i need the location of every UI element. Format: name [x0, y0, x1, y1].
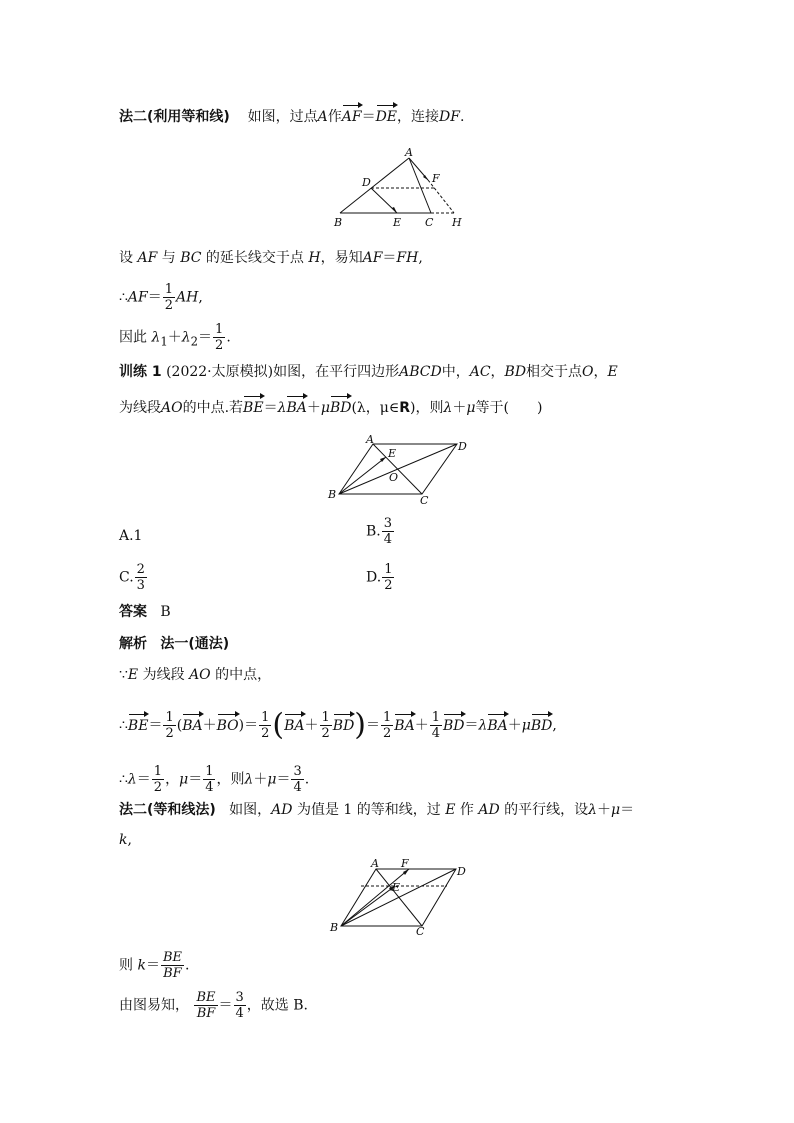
- numerator: 1: [431, 710, 440, 725]
- denominator: 4: [293, 780, 302, 795]
- method2-title: 法二(利用等和线): [119, 109, 230, 125]
- denominator: 2: [215, 338, 224, 353]
- fraction: [430, 710, 442, 741]
- vector-ba: BA: [394, 717, 415, 734]
- numerator: 1: [215, 322, 224, 337]
- text: 为线段: [142, 667, 185, 683]
- real-set: R: [399, 400, 411, 416]
- segment-label: AF: [362, 250, 383, 266]
- text: 则: [230, 771, 245, 788]
- text: 如图，在平行四边形: [273, 364, 400, 380]
- lambda-symbol: λ: [277, 400, 287, 416]
- text: 因此: [119, 329, 147, 346]
- vector-bd: BD: [329, 400, 352, 416]
- text: ＝: [147, 289, 162, 306]
- text: ＝: [136, 771, 151, 788]
- segment-label: FH: [396, 250, 419, 266]
- point-label: E: [127, 667, 139, 683]
- k-symbol: k: [137, 957, 146, 974]
- lambda-symbol: λ: [181, 329, 191, 346]
- text: ，故选 B.: [246, 997, 308, 1014]
- text: ＋: [253, 771, 268, 788]
- option-a[interactable]: [119, 526, 142, 546]
- lambda-symbol: λ: [244, 771, 254, 788]
- label-h: H: [452, 216, 462, 229]
- text: ＝: [276, 771, 291, 788]
- denominator: 2: [383, 726, 392, 741]
- text: ＝: [464, 717, 479, 734]
- subscript: 2: [190, 334, 199, 349]
- vector-bd: BD: [442, 717, 465, 734]
- method2-line: [119, 107, 464, 127]
- therefore-symbol: ∴: [119, 717, 128, 734]
- option-a-text: A.1: [119, 528, 143, 544]
- denominator: 2: [153, 780, 163, 795]
- fraction: [382, 562, 394, 593]
- fraction: [163, 282, 175, 313]
- option-d-label: D.: [366, 569, 382, 586]
- training-line-2: [119, 398, 542, 418]
- label-c: C: [420, 494, 429, 507]
- text: 的平行线，设: [504, 802, 589, 818]
- line-lambda-sum: [119, 322, 231, 353]
- mu-symbol: μ: [611, 802, 621, 818]
- text: 的中点.若: [182, 400, 244, 416]
- figure-triangle: [330, 148, 480, 232]
- label-b: B: [330, 921, 339, 934]
- text: (λ，μ∈: [351, 400, 400, 416]
- text: ＝: [198, 329, 213, 346]
- label-e: E: [393, 216, 402, 229]
- denominator: 2: [321, 726, 330, 741]
- mu-symbol: μ: [466, 400, 476, 416]
- numerator: 1: [153, 764, 163, 779]
- vector-ba: BA: [487, 717, 508, 734]
- text: ＝: [218, 997, 233, 1014]
- text: ＝: [620, 802, 635, 818]
- vector-bd: BD: [530, 717, 553, 734]
- numerator: 1: [205, 764, 214, 779]
- training-source: (2022·太原模拟): [166, 364, 274, 380]
- numerator: 1: [321, 710, 330, 725]
- segment-de: [371, 188, 397, 213]
- lambda-symbol: λ: [588, 802, 598, 818]
- label-c: C: [416, 925, 425, 937]
- point-label: H: [308, 250, 321, 266]
- label-f: F: [401, 857, 409, 870]
- arrow-e: [392, 207, 397, 213]
- text: ,: [418, 250, 423, 266]
- denominator: 4: [431, 726, 440, 741]
- answer-line: [119, 602, 171, 622]
- denominator: 4: [383, 532, 393, 547]
- text: ＝: [366, 717, 381, 734]
- segment-label: BD: [504, 364, 527, 380]
- denominator: 2: [261, 726, 270, 741]
- text: ＋: [306, 400, 321, 416]
- denominator: 2: [165, 726, 174, 741]
- line-af-half-ah: [119, 282, 203, 313]
- text: ＝: [361, 109, 376, 125]
- fraction: [163, 710, 175, 741]
- mu-symbol: μ: [267, 771, 277, 788]
- label-d: D: [458, 440, 467, 453]
- segment-label: AH: [176, 289, 199, 306]
- text: ,: [552, 717, 557, 734]
- segment-label: AO: [161, 400, 183, 416]
- text: ，: [216, 771, 231, 788]
- vector-bo: BO: [216, 717, 239, 734]
- numerator: 3: [235, 990, 244, 1005]
- text: ＝: [263, 400, 278, 416]
- figure-parallelogram-dashed: [325, 855, 475, 937]
- text: .: [459, 109, 465, 125]
- option-c-label: C.: [119, 569, 134, 586]
- subscript: 1: [160, 334, 168, 349]
- vector-de: DE: [375, 109, 398, 125]
- text: 的中点，: [215, 667, 272, 683]
- numerator: 1: [165, 710, 174, 725]
- label-f: F: [432, 172, 440, 185]
- numerator: BE: [162, 950, 182, 965]
- figure-parallelogram: [325, 432, 475, 510]
- text: ＝: [148, 717, 163, 734]
- denominator: 2: [164, 298, 174, 313]
- text: )，则: [410, 400, 444, 416]
- line-set-af: [119, 248, 423, 268]
- therefore-symbol: ∴: [119, 771, 128, 788]
- label-o: O: [389, 471, 399, 484]
- answer-label: 答案: [119, 604, 147, 620]
- text: .: [184, 957, 190, 974]
- segment-label: AD: [271, 802, 293, 818]
- text: ，: [490, 364, 505, 380]
- conclusion-line: [119, 990, 308, 1021]
- vector-be: BE: [243, 400, 264, 416]
- mu-symbol: μ: [320, 400, 330, 416]
- training-line-1: [119, 362, 618, 382]
- lambda-symbol: λ: [151, 329, 161, 346]
- text: 由图易知，: [119, 997, 189, 1014]
- text: .: [304, 771, 310, 788]
- fraction: [135, 562, 147, 593]
- edge-ac: [409, 158, 431, 213]
- numerator: 2: [136, 562, 145, 577]
- fraction: [234, 990, 246, 1021]
- text: ＝: [244, 717, 259, 734]
- method3-title: 法二(等和线法): [119, 802, 216, 818]
- vector-ba: BA: [182, 717, 203, 734]
- fraction: [259, 710, 271, 741]
- label-e: E: [388, 447, 397, 460]
- text: ＋: [597, 802, 612, 818]
- point-label: A: [317, 109, 328, 125]
- text: ,: [127, 832, 132, 848]
- shape-label: ABCD: [399, 364, 442, 380]
- text: ＝: [145, 957, 160, 974]
- segment-be: [341, 886, 395, 926]
- fraction: [213, 322, 225, 353]
- text: 等于( ): [475, 400, 543, 416]
- option-d[interactable]: [366, 562, 395, 593]
- denominator: BF: [196, 1006, 216, 1021]
- label-a: A: [405, 148, 413, 159]
- k-symbol: k: [119, 832, 128, 848]
- analysis-line: [119, 634, 229, 654]
- answer-value: B: [160, 604, 171, 620]
- lambda-mu-line: [119, 764, 309, 795]
- segment-label: AF: [137, 250, 158, 266]
- text: .: [226, 329, 231, 346]
- fraction: [320, 710, 332, 741]
- text: ，: [165, 771, 180, 788]
- text: ＋: [452, 400, 467, 416]
- because-symbol: ∵: [119, 667, 128, 683]
- analysis-label: 解析: [119, 636, 147, 652]
- numerator: 3: [383, 516, 393, 531]
- text: ，连接: [397, 109, 440, 125]
- label-d: D: [457, 865, 466, 878]
- lambda-symbol: λ: [478, 717, 488, 734]
- therefore-symbol: ∴: [119, 289, 128, 306]
- point-label: E: [607, 364, 618, 380]
- text: ＋: [202, 717, 217, 734]
- label-e: E: [392, 881, 401, 894]
- denominator: BF: [163, 966, 182, 981]
- label-a: A: [371, 857, 379, 870]
- label-c: C: [425, 216, 434, 229]
- segment-label: BC: [180, 250, 202, 266]
- training-title: 训练 1: [119, 364, 162, 380]
- text: ,: [198, 289, 203, 306]
- numerator: 3: [293, 764, 302, 779]
- method3-line-2: [119, 830, 132, 850]
- denominator: 4: [205, 780, 214, 795]
- segment-be: [339, 457, 386, 494]
- fraction: [152, 764, 164, 795]
- text: 如图，: [229, 802, 272, 818]
- numerator: 1: [164, 282, 174, 297]
- text: 作: [459, 802, 474, 818]
- option-b[interactable]: [366, 516, 395, 547]
- numerator: 1: [384, 562, 393, 577]
- label-a: A: [366, 433, 374, 446]
- fraction: [194, 990, 217, 1021]
- fraction: [291, 764, 303, 795]
- fraction: [381, 710, 393, 741]
- text: 设: [119, 250, 133, 266]
- segment-label: AF: [127, 289, 148, 306]
- text: ＝: [382, 250, 397, 266]
- edge-ab: [340, 158, 409, 213]
- text: ＋: [507, 717, 522, 734]
- lambda-symbol: λ: [127, 771, 137, 788]
- segment-label: AO: [189, 667, 211, 683]
- numerator: BE: [196, 990, 216, 1005]
- fraction: [161, 950, 184, 981]
- segment-label: AD: [478, 802, 500, 818]
- text: 的延长线交于点: [205, 250, 304, 266]
- label-b: B: [328, 488, 337, 501]
- then-k-line: [119, 950, 189, 981]
- because-line: [119, 665, 271, 685]
- fraction: [203, 764, 215, 795]
- denominator: 4: [235, 1006, 244, 1021]
- label-d: D: [362, 176, 371, 189]
- denominator: 2: [384, 578, 393, 593]
- vector-ba: BA: [284, 717, 305, 734]
- text: ，易知: [320, 250, 363, 266]
- text: 相交于点: [526, 364, 583, 380]
- text: 则: [119, 957, 133, 974]
- segment-label: AC: [469, 364, 491, 380]
- text: 为值是 1 的等和线，过: [296, 802, 441, 818]
- vector-bd: BD: [332, 717, 355, 734]
- text: 作: [327, 109, 342, 125]
- text: ＋: [414, 717, 429, 734]
- point-label: E: [445, 802, 456, 818]
- point-label: O: [582, 364, 594, 380]
- lambda-symbol: λ: [443, 400, 453, 416]
- option-c[interactable]: [119, 562, 148, 593]
- numerator: 1: [261, 710, 270, 725]
- segment-label: DF: [439, 109, 460, 125]
- numerator: 1: [383, 710, 392, 725]
- derivation-line: ∴BE＝ $\frac{1}{2}$ (BA＋BO)＝ $\frac{1}{2}$ (BA＋ $\frac{1}{2}$ BD)＝ $\frac{1}{2}$ BA＋ $\frac{1}{4}$ BD＝λBA＋μBD,: [119, 707, 557, 743]
- mu-symbol: μ: [521, 717, 531, 734]
- method1-title: 法一(通法): [160, 636, 230, 652]
- text: 如图，过点: [247, 109, 318, 125]
- label-b: B: [334, 216, 343, 229]
- text: ，: [593, 364, 608, 380]
- method3-line: [119, 800, 634, 820]
- text: 中，: [441, 364, 470, 380]
- text: 为线段: [119, 400, 161, 416]
- text: 与: [161, 250, 176, 266]
- text: ＋: [304, 717, 319, 734]
- vector-ba: BA: [286, 400, 307, 416]
- fraction: [382, 516, 394, 547]
- text: ＝: [188, 771, 203, 788]
- vector-be: BE: [127, 717, 149, 734]
- mu-symbol: μ: [179, 771, 189, 788]
- denominator: 3: [136, 578, 145, 593]
- text: ＋: [167, 329, 182, 346]
- option-b-label: B.: [366, 523, 381, 540]
- vector-af: AF: [341, 109, 362, 125]
